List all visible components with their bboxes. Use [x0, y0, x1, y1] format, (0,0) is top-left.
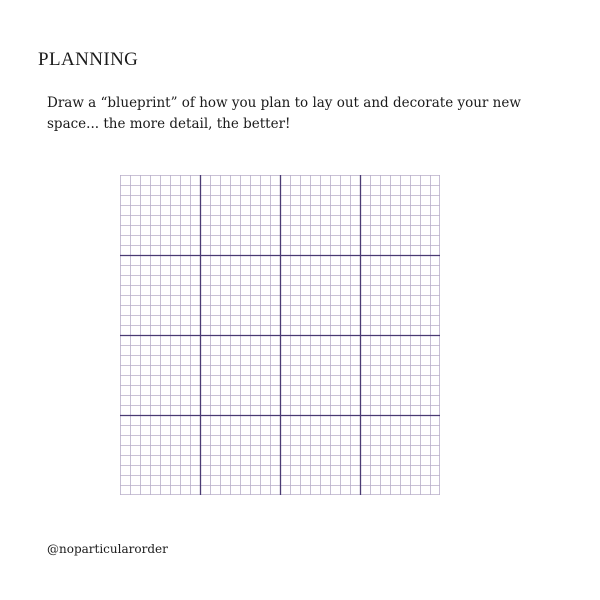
graph-paper-grid [120, 175, 440, 495]
page-title: PLANNING [38, 49, 139, 70]
instructions-text: Draw a “blueprint” of how you plan to lay out and decorate your new space... the more detail, the better! [47, 95, 521, 132]
blueprint-drawing-area[interactable] [120, 175, 440, 495]
author-handle: @noparticularorder [47, 542, 168, 556]
